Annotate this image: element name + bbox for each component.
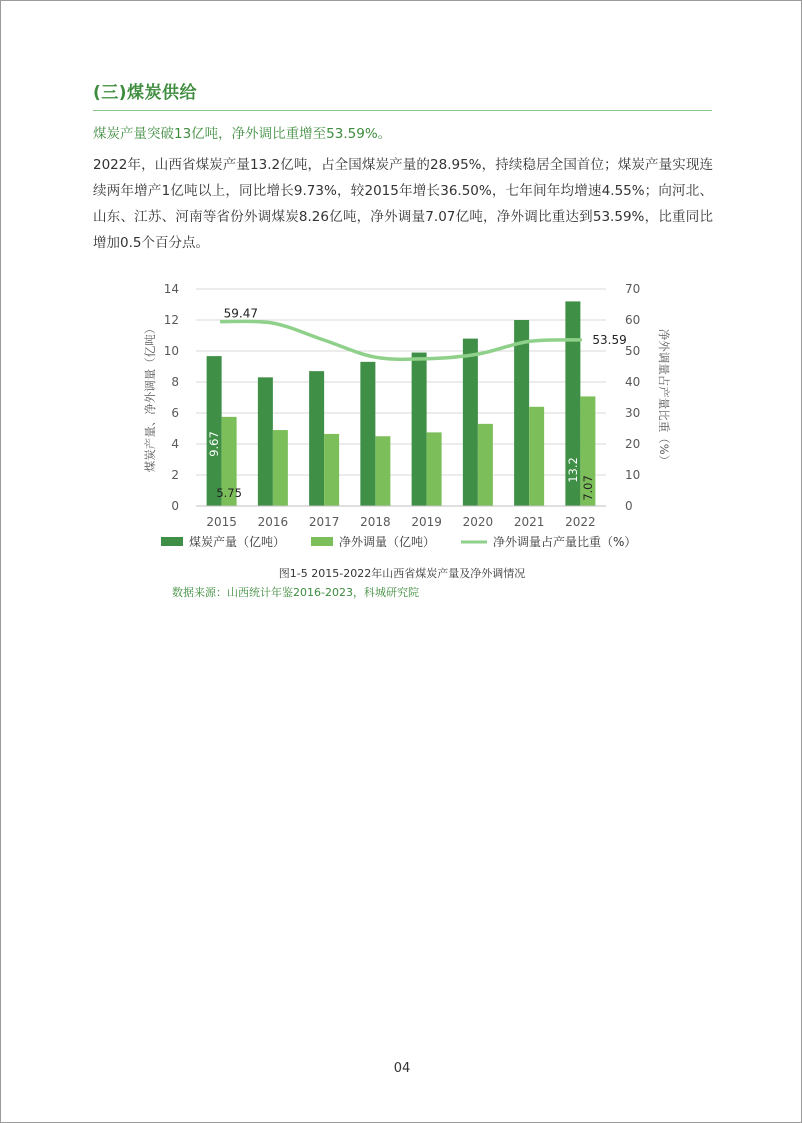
y-tick-label: 0 xyxy=(171,499,179,513)
page-number: 04 xyxy=(393,1061,411,1076)
legend-label: 净外调量（亿吨） xyxy=(339,535,436,549)
bar xyxy=(207,356,222,506)
x-tick-label: 2022 xyxy=(565,515,596,529)
y-right-tick-label: 60 xyxy=(625,313,641,327)
x-tick-label: 2021 xyxy=(513,515,545,529)
data-label: 59.47 xyxy=(223,306,258,321)
bar xyxy=(427,432,442,506)
y-right-tick-label: 30 xyxy=(625,406,641,420)
bar xyxy=(324,434,339,506)
y-right-tick-label: 70 xyxy=(625,282,641,296)
y-right-tick-label: 50 xyxy=(625,344,641,358)
figure-caption: 图1-5 2015-2022年山西省煤炭产量及净外调情况 xyxy=(278,567,526,580)
bar xyxy=(412,353,427,506)
bar xyxy=(258,377,273,506)
bar xyxy=(529,407,544,506)
x-tick-label: 2019 xyxy=(411,515,442,529)
y-tick-label: 10 xyxy=(163,344,179,358)
y-right-tick-label: 10 xyxy=(625,468,641,482)
y-tick-label: 12 xyxy=(163,313,179,327)
bar xyxy=(375,436,390,506)
data-label: 53.59 xyxy=(592,332,627,347)
y-right-tick-label: 20 xyxy=(625,437,641,451)
data-label: 9.67 xyxy=(207,431,222,457)
y-right-axis-title: 净外调量占产量比重（%） xyxy=(657,328,671,467)
body-paragraph: 2022年，山西省煤炭产量13.2亿吨，占全国煤炭产量的28.95%，持续稳居全国首位；煤炭产量实现连续两年增产1亿吨以上，同比增长9.73%，较2015年增长36.50%，七年间年均增速4.55%；向河北、山东、江苏、河南等省份外调煤炭8.26亿吨，净外调量7.07亿吨，净外调比重达到53.59%，比重同比增加0.5个百分点。 xyxy=(93,157,713,251)
y-tick-label: 2 xyxy=(171,468,179,482)
data-label: 7.07 xyxy=(580,475,595,501)
legend-label: 煤炭产量（亿吨） xyxy=(189,535,286,549)
bar xyxy=(514,320,529,506)
y-tick-label: 8 xyxy=(171,375,179,389)
legend-label: 净外调量占产量比重（%） xyxy=(493,535,637,549)
legend-swatch xyxy=(311,537,333,546)
bar xyxy=(309,371,324,506)
x-tick-label: 2018 xyxy=(360,515,391,529)
section-divider xyxy=(93,110,712,111)
y-right-tick-label: 0 xyxy=(625,499,633,513)
y-tick-label: 6 xyxy=(171,406,179,420)
y-tick-label: 14 xyxy=(163,282,179,296)
legend-swatch xyxy=(161,537,183,546)
y-axis-title: 煤炭产量、净外调量（亿吨） xyxy=(143,322,157,473)
section-subheading: 煤炭产量突破13亿吨，净外调比重增至53.59%。 xyxy=(93,126,392,142)
data-label: 13.2 xyxy=(565,457,580,483)
chart-svg xyxy=(141,279,681,569)
bar xyxy=(463,339,478,506)
bar xyxy=(478,424,493,506)
x-tick-label: 2017 xyxy=(308,515,340,529)
x-tick-label: 2015 xyxy=(206,515,237,529)
bar xyxy=(360,362,375,506)
data-label: 5.75 xyxy=(216,486,242,500)
coal-supply-chart xyxy=(141,279,681,569)
section-title: (三)煤炭供给 xyxy=(93,83,198,103)
x-tick-label: 2016 xyxy=(257,515,289,529)
x-tick-label: 2020 xyxy=(462,515,494,529)
bar xyxy=(273,430,288,506)
y-tick-label: 4 xyxy=(171,437,179,451)
y-right-tick-label: 40 xyxy=(625,375,641,389)
data-source-note: 数据来源：山西统计年鉴2016-2023，科城研究院 xyxy=(172,586,419,599)
